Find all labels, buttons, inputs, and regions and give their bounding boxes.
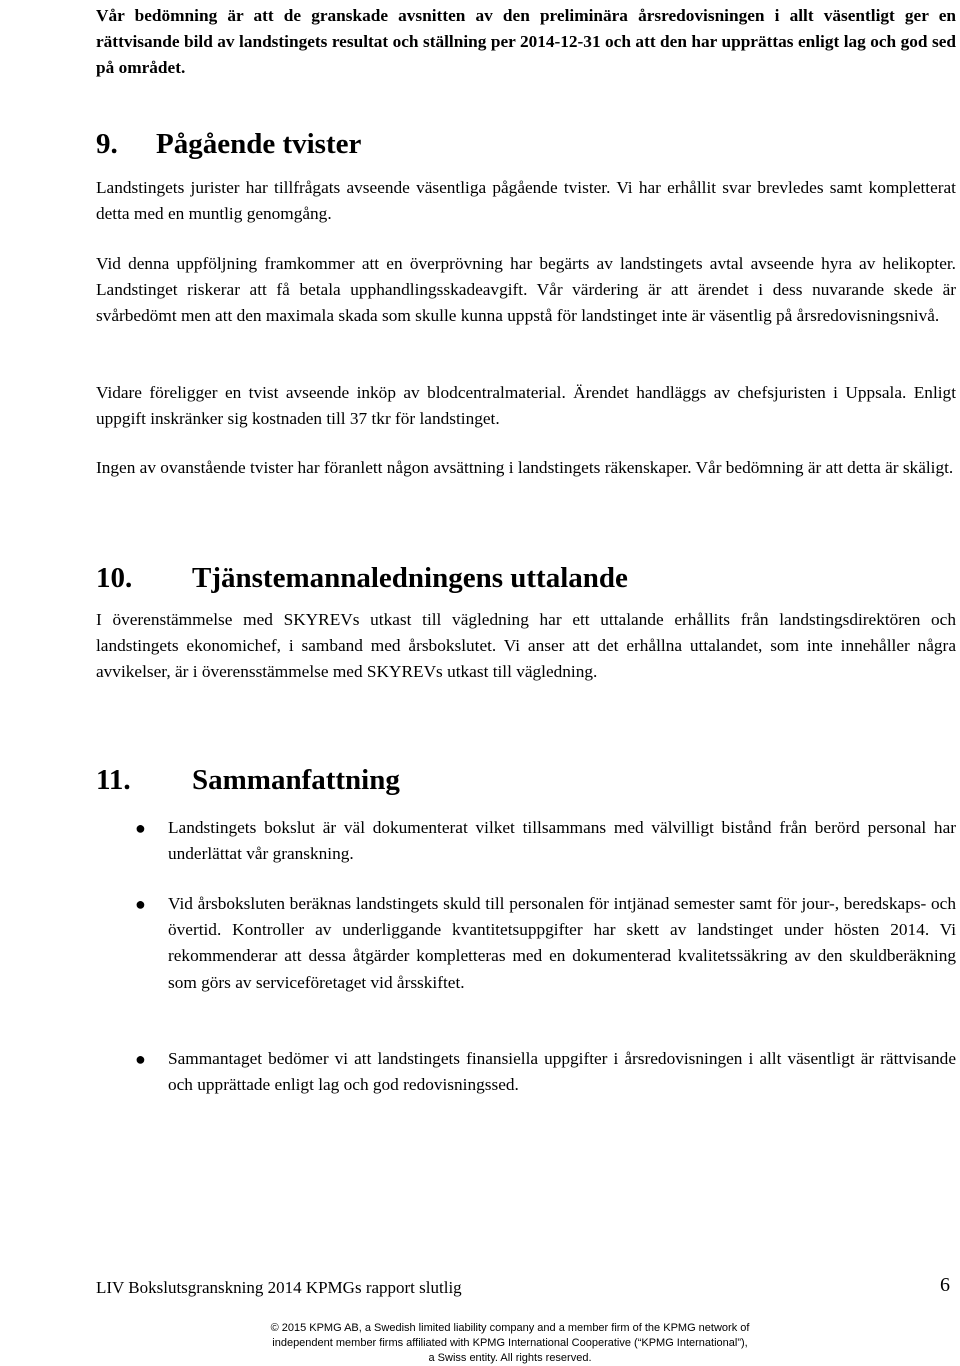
- section-9-heading: [96, 127, 361, 161]
- bullet-icon: ●: [135, 894, 146, 914]
- section-9-title: Pågående tvister: [156, 128, 362, 160]
- bullet-icon: ●: [135, 1049, 146, 1069]
- section-10-title: Tjänstemannaledningens uttalande: [192, 562, 628, 594]
- footer-report-title: LIV Bokslutsgranskning 2014 KPMGs rapport slutlig: [96, 1278, 462, 1297]
- page-number: 6: [940, 1274, 950, 1296]
- bullet-icon: ●: [135, 818, 146, 838]
- section-9-paragraph-2: Vid denna uppföljning framkommer att en överprövning har begärts av landstingets avtal avseende hyra av helikopter. Landstinget riskerar att få betala upphandlingsskadeavgift. Vår värdering är att ärendet i dess nuvarande skede är svårbedömt men att den maximala skada som skulle kunna uppstå för landstinget inte är väsentlig på årsredovisningsnivå.: [96, 254, 956, 326]
- list-item: [96, 891, 956, 996]
- list-item: [96, 1046, 956, 1098]
- list-item: [96, 815, 956, 867]
- intro-paragraph: Vår bedömning är att de granskade avsnitten av den preliminära årsredovisningen i allt väsentligt ger en rättvisande bild av landstingets resultat och ställning per 2014-12-31 och att den har upprättas enligt lag och god sed på området.: [96, 6, 956, 78]
- copyright-notice: © 2015 KPMG AB, a Swedish limited liability company and a member firm of the KPMG network of independent member firms affiliated with KPMG International Cooperative (“KPMG International”), a Swiss entity. All rights reserved.: [270, 1322, 750, 1364]
- section-9-paragraph-3: Vidare föreligger en tvist avseende inköp av blodcentralmaterial. Ärendet handläggs av chefsjuristen i Uppsala. Enligt uppgift inskränker sig kostnaden till 37 tkr för landstinget.: [96, 383, 956, 429]
- list-item-text: Landstingets bokslut är väl dokumenterat vilket tillsammans med välvilligt bistånd från berörd personal har underlättat vår granskning.: [168, 818, 956, 864]
- section-9-paragraph-1: Landstingets jurister har tillfrågats avseende väsentliga pågående tvister. Vi har erhållit svar brevledes samt kompletterat detta med en muntlig genomgång.: [96, 178, 956, 224]
- section-9-number: 9.: [96, 128, 118, 160]
- list-item-text: Sammantaget bedömer vi att landstingets finansiella uppgifter i årsredovisningen i allt väsentligt är rättvisande och upprättade enligt lag och god redovisningssed.: [168, 1049, 956, 1095]
- section-10-paragraph: I överenstämmelse med SKYREVs utkast till vägledning har ett uttalande erhållits från landstingsdirektören och landstingets ekonomichef, i samband med årsbokslutet. Vi anser att det erhållna uttalandet, som inte innehåller några avvikelser, är i överensstämmelse med SKYREVs utkast till vägledning.: [96, 610, 956, 682]
- section-11-title: Sammanfattning: [192, 764, 400, 796]
- section-9-paragraph-4: Ingen av ovanstående tvister har föranlett någon avsättning i landstingets räkenskaper. Vår bedömning är att detta är skäligt.: [96, 458, 954, 477]
- list-item-text: Vid årsboksluten beräknas landstingets skuld till personalen för intjänad semester samt för jour-, beredskaps- och övertid. Kontroller av underliggande kvantitetsuppgifter har skett av landstinget under hösten 2014. Vi rekommenderar att dessa åtgärder kompletteras med en dokumenterad kvalitetssäkring av den skuldberäkning som görs av serviceföretaget vid årsskiftet.: [168, 894, 956, 992]
